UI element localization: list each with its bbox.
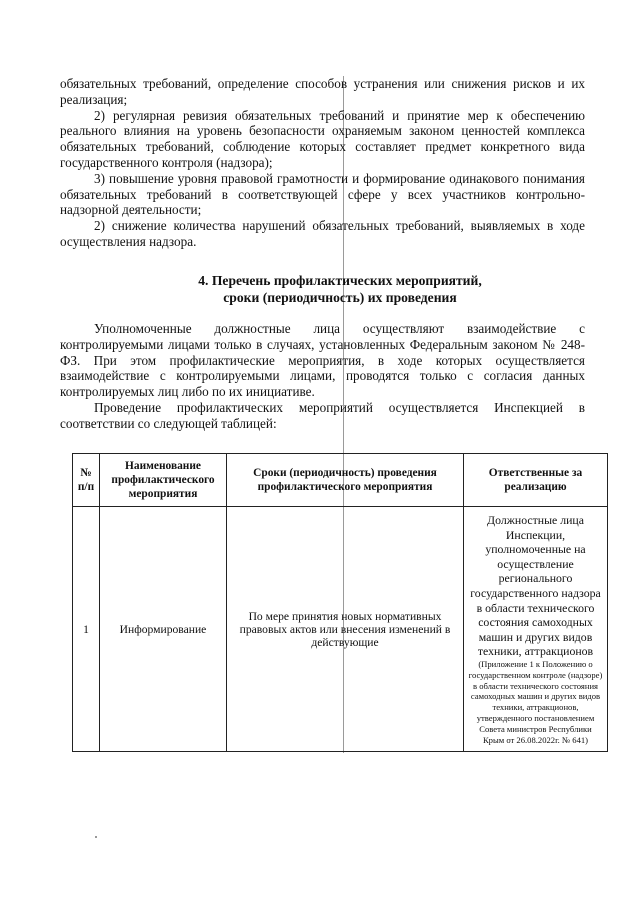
scan-speck [95, 836, 97, 838]
table-row [73, 507, 608, 752]
paragraph-4: 2) снижение количества нарушений обязательных требований, выявляемых в ходе осуществления надзора. [60, 218, 585, 249]
header-name: Наименование профилактического мероприятия [100, 454, 227, 507]
header-responsible: Ответственные за реализацию [464, 454, 608, 507]
section-title-line-1: 4. Перечень профилактических мероприятий, [198, 273, 482, 288]
page-body-top [60, 76, 585, 250]
cell-name: Информирование [100, 507, 227, 752]
paragraph-1: обязательных требований, определение способов устранения или снижения рисков и их реализация; [60, 76, 585, 107]
cell-responsible [464, 507, 608, 752]
paragraph-6: Проведение профилактических мероприятий осуществляется Инспекцией в соответствии со следующей таблицей: [60, 399, 585, 431]
header-num: № п/п [73, 454, 100, 507]
cell-num: 1 [73, 507, 100, 752]
measures-table [72, 453, 608, 752]
responsible-note: (Приложение 1 к Положению о государственном контроле (надзоре) в области технического состояния самоходных машин и других видов техники, аттракционов, утвержденного постановлением Совета министров Республики Крым от 26.08.2022г. № 641) [468, 658, 603, 745]
header-terms: Сроки (периодичность) проведения профилактического мероприятия [227, 454, 464, 507]
cell-terms: По мере принятия новых нормативных правовых актов или внесения изменений в действующие [227, 507, 464, 752]
table-header-row [73, 454, 608, 507]
paragraph-5: Уполномоченные должностные лица осуществляют взаимодействие с контролируемыми лицами только в случаях, установленных Федеральным законом № 248-ФЗ. При этом профилактические мероприятия, в ходе которых осуществляется взаимодействие с контролируемыми лицами, проводятся только с согласия данных контролируемых лиц либо по их инициативе. [60, 321, 585, 400]
section-heading [60, 272, 620, 306]
paragraph-3: 3) повышение уровня правовой грамотности и формирование одинакового понимания обязательных требований в соответствующей сфере у всех участников контрольно-надзорной деятельности; [60, 170, 585, 218]
paragraph-2: 2) регулярная ревизия обязательных требований и принятие мер к обеспечению реального влияния на уровень безопасности охраняемым законом ценностей комплекса обязательных требований, соблюдение которых составляет предмет конкретного вида государственного контроля (надзора); [60, 107, 585, 170]
section-title-line-2: сроки (периодичность) их проведения [223, 290, 457, 305]
section-body [60, 321, 585, 432]
responsible-text: Должностные лица Инспекции, уполномоченные на осуществление регионального государственного надзора в области технического состояния самоходных машин и других видов техники, аттракционов [470, 513, 601, 659]
